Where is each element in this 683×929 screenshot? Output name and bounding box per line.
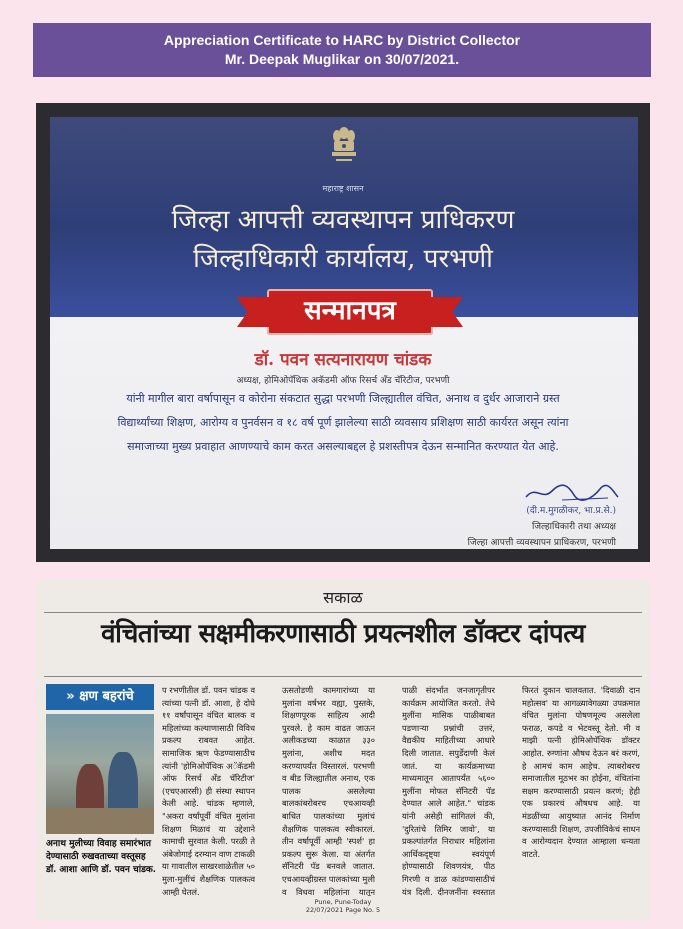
state-emblem-icon xyxy=(326,125,362,169)
photo-caption: अनाथ मुलीच्या विवाह समारंभात देण्यासाठी रुखवताच्या वस्तूसह डॉ. आशा आणि डॉ. पवन चांडक. xyxy=(46,839,156,875)
signatory-office: जिल्हा आपत्ती व्यवस्थापन प्राधिकरण, परभणी xyxy=(467,538,616,548)
masthead-rule xyxy=(44,612,642,613)
recipient-designation: अध्यक्ष, होमिओपॅथिक अकॅडमी ऑफ रिसर्च अँड चॅरिटीज, परभणी xyxy=(236,376,450,386)
signature-icon xyxy=(522,481,622,505)
photo-table xyxy=(46,808,154,834)
news-headline: वंचितांच्या सक्षमीकरणासाठी प्रयत्नशील डॉक्टर दांपत्य xyxy=(101,619,585,649)
newspaper-clipping xyxy=(36,580,650,920)
certificate-heading-1: जिल्हा आपत्ती व्यवस्थापन प्राधिकरण xyxy=(171,205,515,235)
article-column-4: फिरतं दुकान चालवतात. 'दिवाळी दान महोत्सव' या आगळ्यावेगळ्या उपक्रमात वंचित मुलांना पोषणमूल्य असलेला फराळ, कपडे व भेटवस्तू देतो. मी व माझी पत्नी होमिओपॅथिक डॉक्टर आहोत. रुग्णांना औषध देऊन बरं करणं, हे आमचं काम आहेच. त्याबरोबरच समाजातील मूठभर का होईना, वंचितांना सक्षम करण्यासाठी प्रयत्न करणं; हेही एक प्रकारचं औषधच आहे. या मंडळींच्या आयुष्यात आनंद निर्माण करण्यासाठी शिक्षण, उपजीविकेचं साधन व आरोग्यदान देण्यात आम्हाला धन्यता वाटते. xyxy=(522,685,640,859)
certificate-ribbon xyxy=(267,289,433,335)
news-photo xyxy=(46,714,154,834)
ribbon-text: सन्मानपत्र xyxy=(304,296,396,326)
certificate-body-line-3: समाजाच्या मुख्य प्रवाहात आणण्याचे काम करत असल्याबद्दल हे प्रशस्तीपत्र देऊन सन्मानित करण्यात येत आहे. xyxy=(127,440,559,453)
certificate-heading-2: जिल्हाधिकारी कार्यालय, परभणी xyxy=(193,244,493,274)
recipient-name: डॉ. पवन सत्यनारायण चांडक xyxy=(254,350,432,370)
section-badge: » क्षण बहरांचे xyxy=(46,684,154,710)
news-footer xyxy=(36,898,650,914)
banner-line-2: Mr. Deepak Muglikar on 30/07/2021. xyxy=(224,51,460,67)
footer-line-2: 22/07/2021 Page No. 5 xyxy=(305,906,381,914)
article-column-1: प रभणीतील डॉ. पवन चांडक व त्यांच्या पत्नी डॉ. आशा, हे दोघे ११ वर्षांपासून वंचित बालक व महिलांच्या कल्याणासाठी विविध प्रकल्प राबवत आहेत. सामाजिक ऋण फेडण्यासाठीच त्यांनी 'होमिओपॅथिक अॅकॅडमी ऑफ रिसर्च अँड चॅरिटीज' (एचएआरसी) ही संस्था स्थापन केली आहे. चांडक म्हणाले, "अकरा वर्षांपूर्वी वंचित मुलांना शिक्षण मिळावं या उद्देशाने कामाची सुरवात केली. परळी ते अंबेजोगाई दरम्यान वाण टाकळी या गावातील साखरशाळेतील ५० मुला-मुलींचं शैक्षणिक पालकत्व आम्ही घेतलं. xyxy=(162,685,255,896)
signatory-title: जिल्हाधिकारी तथा अध्यक्ष xyxy=(532,522,616,532)
banner-line-1: Appreciation Certificate to HARC by District Collector xyxy=(163,32,521,48)
newspaper-masthead: सकाळ xyxy=(323,588,363,607)
certificate-body-line-2: विद्यार्थ्यांच्या शिक्षण, आरोग्य व पुनर्वसन व १८ वर्ष पूर्ण झालेल्या साठी व्यवसाय प्रशिक्षण साठी कार्यरत असून त्यांना xyxy=(117,416,569,429)
title-banner xyxy=(33,23,651,77)
certificate-photo xyxy=(36,103,650,562)
headline-rule xyxy=(44,676,642,677)
article-column-3: पाळी संदर्भात जनजागृतीपर कार्यक्रम आयोजित करतो. तेथे मुलींना मासिक पाळीबाबत पडणाऱ्या प्रश्नांची उत्तरं, वैद्यकीय माहितीच्या आधारे दिली जातात. सपुर्डेदाणी केलं जातं. या कार्यक्रमाच्या माध्यमातून आतापर्यंत ५६०० मुलींना मोफत सॅनिटरी पॅड देण्यात आले आहेत." चांडक यांनी असेही सांगितलं की, 'दुरितांचे तिमिर जावो', या प्रकल्पांतर्गत निराधार महिलांना आर्थिकदृष्ट्या स्वयंपूर्ण होण्यासाठी शिवणयंत्र, पीठ गिरणी व डाळ कांडण्यासाठीचं यंत्र दिली. दीनजनींना स्वस्तात xyxy=(402,685,495,896)
certificate-body-line-1: यांनी मागील बारा वर्षापासून व कोरोना संकटात सुद्धा परभणी जिल्ह्यातील वंचित, अनाथ व दुर्धर आजाराने ग्रस्त xyxy=(126,392,560,405)
signatory-name: (दी.म.मुगळीकर, भा.प्र.से.) xyxy=(526,506,616,516)
article-column-2: ऊसतोडणी कामगारांच्या या मुलांना वर्षभर वह्या, पुस्तके, शिक्षणपूरक साहित्य आदी पुरवले. हे काम वाढत जाऊन अलीकडच्या काळात ३३० मुलांना, अशीच मदत करण्यापर्यंत विस्तारलं. परभणी व बीड जिल्ह्यातील अनाथ, एक पालक असलेल्या बालकांबरोबरच एचआयव्ही बाधित पालकांच्या मुलांचं शैक्षणिक पालकत्व स्वीकारलं. तीन वर्षापूर्वी आम्ही 'स्पर्श' हा प्रकल्प सुरू केला. या अंतर्गत सॅनिटरी पॅड बनवले जातात. एचआयव्हीग्रस्त पालकांच्या मुली व विधवा महिलांना यातून xyxy=(282,685,375,896)
footer-line-1: Pune, Pune-Today xyxy=(314,898,372,906)
government-label: महाराष्ट्र शासन xyxy=(322,184,364,193)
